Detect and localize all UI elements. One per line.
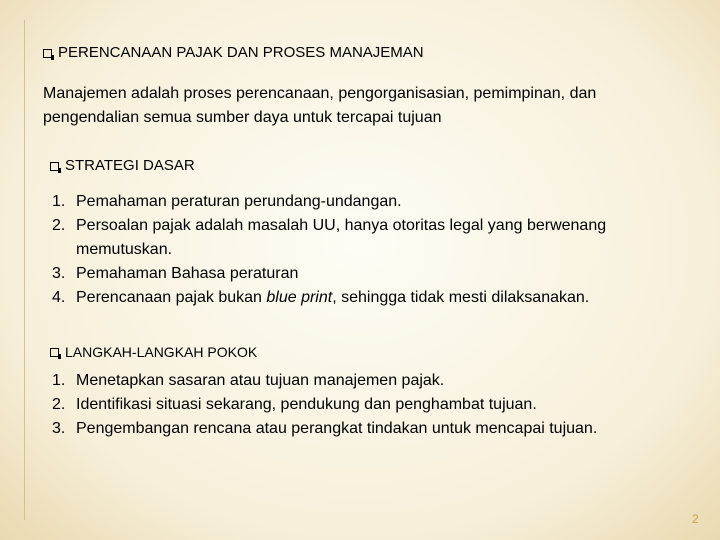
- list-item: [44, 190, 694, 214]
- section-heading-strategi: [50, 157, 195, 175]
- list-text: Identifikasi situasi sekarang, pendukung dan penghambat tujuan.: [76, 396, 537, 413]
- definition-paragraph: Manajemen adalah proses perencanaan, pengorganisasian, pemimpinan, dan pengendalian semua sumber daya untuk tercapai tujuan: [43, 85, 597, 126]
- list-text: Pemahaman Bahasa peraturan: [76, 265, 299, 282]
- list-number: 1.: [52, 372, 66, 389]
- checkbox-bullet-icon: [50, 162, 59, 171]
- checkbox-bullet-icon: [43, 49, 52, 58]
- list-number: 3.: [52, 265, 66, 282]
- list-text: Persoalan pajak adalah masalah UU, hanya otoritas legal yang berwenang memutuskan.: [76, 217, 607, 258]
- page-number: 2: [692, 512, 699, 526]
- list-item: [44, 417, 704, 441]
- list-text: [76, 286, 694, 310]
- list-item: [44, 214, 694, 262]
- list-number: 1.: [52, 193, 66, 210]
- checkbox-bullet-icon: [50, 348, 59, 357]
- list-item: [44, 262, 694, 286]
- langkah-list: [44, 369, 704, 441]
- list-text: Menetapkan sasaran atau tujuan manajemen pajak.: [76, 372, 445, 389]
- list-number: 4.: [52, 289, 66, 306]
- section-heading-text: STRATEGI DASAR: [65, 157, 195, 174]
- list-number: 2.: [52, 217, 66, 234]
- list-text-end: , sehingga tidak mesti dilaksanakan.: [332, 289, 590, 306]
- list-text: Pemahaman peraturan perundang-undangan.: [76, 193, 402, 210]
- section-heading-text: PERENCANAAN PAJAK DAN PROSES MANAJEMAN: [58, 44, 424, 61]
- list-number: 3.: [52, 420, 66, 437]
- section-heading-perencanaan: [43, 44, 424, 62]
- list-item: [44, 393, 704, 417]
- list-text: Pengembangan rencana atau perangkat tindakan untuk mencapai tujuan.: [76, 420, 598, 437]
- list-text-italic: blue print: [266, 289, 333, 306]
- section-heading-langkah: [50, 343, 257, 361]
- list-text-start: Perencanaan pajak bukan: [76, 289, 267, 306]
- list-number: 2.: [52, 396, 66, 413]
- list-item: [44, 369, 704, 393]
- list-item: [44, 286, 694, 310]
- strategi-list: [44, 190, 694, 310]
- section-heading-text: LANGKAH-LANGKAH POKOK: [65, 344, 258, 360]
